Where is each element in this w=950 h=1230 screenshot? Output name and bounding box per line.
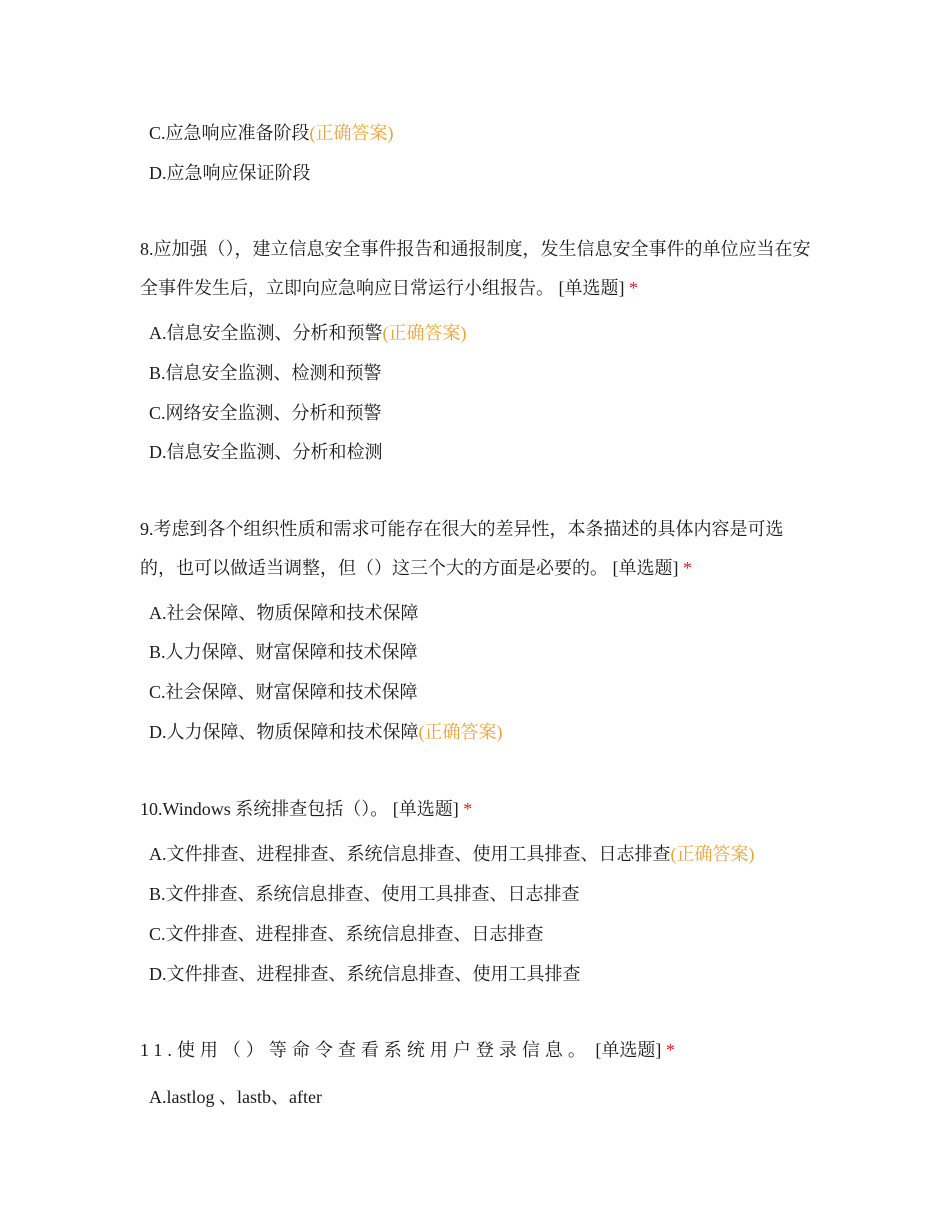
question-10	[140, 790, 815, 829]
option-text: C.应急响应准备阶段	[149, 123, 310, 143]
correct-answer-mark: (正确答案)	[309, 123, 394, 143]
question-text: 9.考虑到各个组织性质和需求可能存在很大的差异性，本条描述的具体内容是可选的，也可以做适当调整，但（）这三个大的方面是必要的。	[140, 519, 784, 578]
q9-option-b	[149, 640, 418, 664]
q10-option-d	[149, 962, 581, 986]
question-11	[140, 1031, 815, 1070]
question-text: 10.Windows 系统排查包括（）。	[140, 799, 389, 819]
option-text: D.信息安全监测、分析和检测	[149, 442, 383, 462]
q9-option-d	[149, 720, 503, 744]
option-text: A.社会保障、物质保障和技术保障	[149, 603, 419, 623]
option-c-prev	[149, 121, 394, 145]
q10-option-b	[149, 882, 580, 906]
q8-option-a	[149, 321, 467, 345]
q10-option-a	[149, 842, 755, 866]
option-text: B.信息安全监测、检测和预警	[149, 363, 382, 383]
option-text: A.信息安全监测、分析和预警	[149, 323, 383, 343]
option-text: B.文件排查、系统信息排查、使用工具排查、日志排查	[149, 884, 580, 904]
q11-option-a	[149, 1085, 322, 1109]
q8-option-b	[149, 361, 382, 385]
q10-option-c	[149, 922, 544, 946]
option-text: C.社会保障、财富保障和技术保障	[149, 682, 418, 702]
q8-option-c	[149, 401, 382, 425]
question-9	[140, 510, 815, 588]
correct-answer-mark: (正确答案)	[382, 323, 467, 343]
q8-option-d	[149, 440, 383, 464]
option-text: A.文件排查、进程排查、系统信息排查、使用工具排查、日志排查	[149, 844, 671, 864]
option-text: D.应急响应保证阶段	[149, 163, 311, 183]
option-text: C.网络安全监测、分析和预警	[149, 403, 382, 423]
question-text: 11.使用（）等命令查看系统用户登录信息。	[140, 1040, 591, 1060]
correct-answer-mark: (正确答案)	[670, 844, 755, 864]
option-text: A.lastlog 、lastb、after	[149, 1087, 322, 1107]
question-type-tag: [单选题]	[612, 558, 679, 578]
option-text: C.文件排查、进程排查、系统信息排查、日志排查	[149, 924, 544, 944]
question-type-tag: [单选题]	[595, 1040, 662, 1060]
option-text: D.文件排查、进程排查、系统信息排查、使用工具排查	[149, 964, 581, 984]
option-text: B.人力保障、财富保障和技术保障	[149, 642, 418, 662]
required-marker: *	[683, 558, 692, 578]
option-text: D.人力保障、物质保障和技术保障	[149, 722, 419, 742]
q9-option-a	[149, 601, 419, 625]
question-text: 8.应加强（），建立信息安全事件报告和通报制度，发生信息安全事件的单位应当在安全事件发生后，立即向应急响应日常运行小组报告。	[140, 239, 811, 298]
question-8	[140, 230, 815, 308]
required-marker: *	[629, 278, 638, 298]
required-marker: *	[665, 1040, 675, 1060]
question-type-tag: [单选题]	[558, 278, 625, 298]
question-type-tag: [单选题]	[392, 799, 459, 819]
correct-answer-mark: (正确答案)	[418, 722, 503, 742]
option-d-prev	[149, 161, 311, 185]
q9-option-c	[149, 680, 418, 704]
required-marker: *	[463, 799, 473, 819]
